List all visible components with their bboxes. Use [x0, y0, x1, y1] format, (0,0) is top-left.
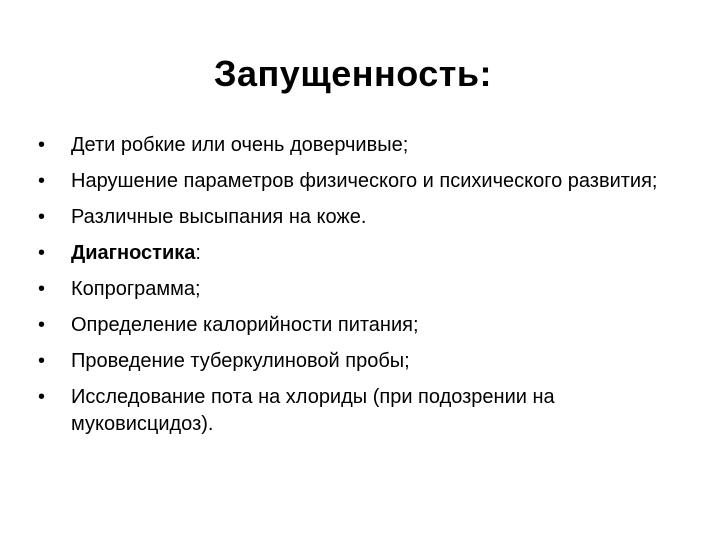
list-item-text: Определение калорийности питания; [71, 314, 419, 336]
bullet-dot-icon: • [38, 134, 46, 156]
list-item [38, 312, 688, 339]
bullet-dot-icon: • [38, 386, 46, 408]
list-item-text: Нарушение параметров физического и психического развития; [71, 170, 658, 192]
bullet-dot-icon: • [38, 350, 46, 372]
slide-title: Запущенность: [213, 53, 492, 94]
list-item [38, 240, 688, 267]
list-item [38, 384, 688, 438]
list-item [38, 276, 688, 303]
bullet-dot-icon: • [38, 242, 46, 264]
bullet-dot-icon: • [38, 314, 46, 336]
bullet-dot-icon: • [38, 206, 46, 228]
diagnostics-heading: Диагностика [71, 242, 196, 264]
bullet-dot-icon: • [38, 170, 46, 192]
list-item-text: Проведение туберкулиновой пробы; [71, 350, 410, 372]
list-item-text: Копрограмма; [71, 278, 201, 300]
list-item-text: Различные высыпания на коже. [71, 206, 367, 228]
list-item [38, 168, 688, 195]
list-item-text: : [195, 242, 201, 264]
bullet-dot-icon: • [38, 278, 46, 300]
bullet-list [38, 132, 688, 447]
list-item-text: Исследование пота на хлориды (при подозрении на муковисцидоз). [71, 386, 555, 435]
list-item-text: Дети робкие или очень доверчивые; [71, 134, 409, 156]
list-item [38, 204, 688, 231]
list-item [38, 348, 688, 375]
list-item [38, 132, 688, 159]
